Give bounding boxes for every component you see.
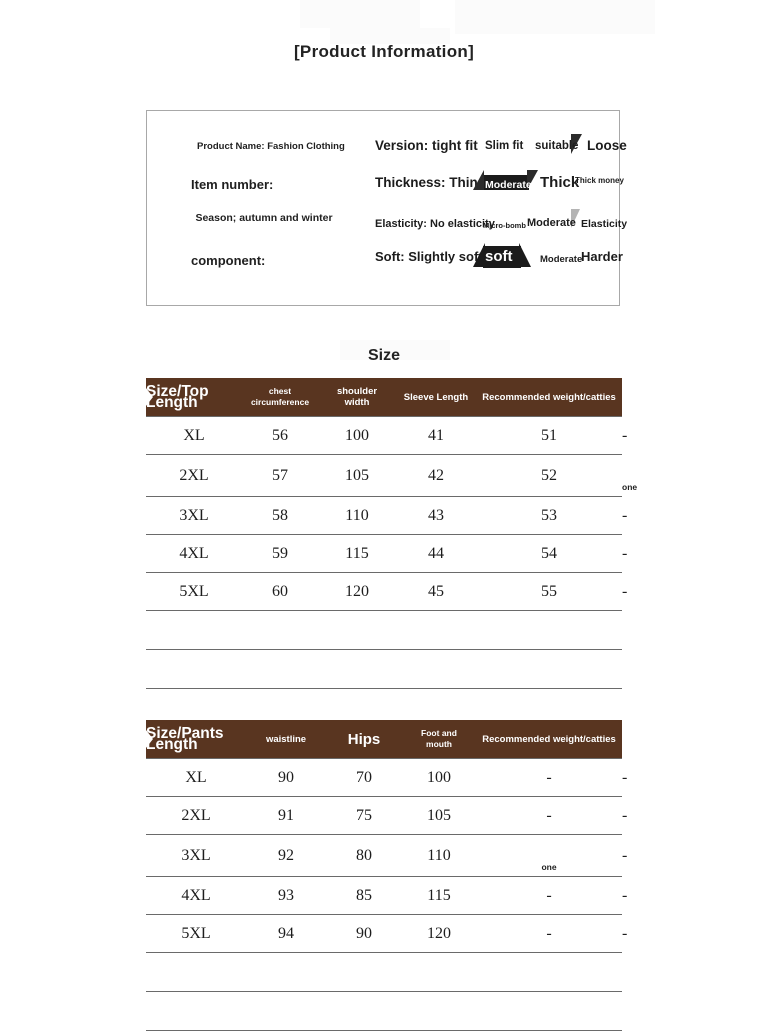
product-name-label: Product Name: Fashion Clothing xyxy=(197,141,345,152)
table-row: XL 56 100 41 51 - xyxy=(146,417,622,455)
component-label: component: xyxy=(191,253,266,268)
cell-waistline: 90 xyxy=(326,915,402,953)
page-title: [Product Information] xyxy=(293,42,475,61)
elasticity-option-moderate[interactable]: Moderate xyxy=(527,217,576,229)
attribute-row-elasticity xyxy=(375,210,628,244)
table-row: 4XL 59 115 44 54 - xyxy=(146,535,622,573)
cell-size: XL xyxy=(146,417,242,455)
cell-length: 92 xyxy=(246,835,326,877)
soft-marker-right-icon xyxy=(519,243,531,267)
th-foot-and-mouth xyxy=(402,720,476,759)
cell-empty xyxy=(242,611,318,650)
cell-empty xyxy=(146,650,242,689)
attribute-row-version xyxy=(375,135,627,169)
cell-length: 56 xyxy=(242,417,318,455)
cell-size: 3XL xyxy=(146,497,242,535)
elasticity-option-micro-bomb[interactable]: Micro-bomb xyxy=(483,221,526,230)
th-line: chest xyxy=(268,386,292,396)
cell-waistline: 70 xyxy=(326,759,402,797)
th-line: circumference xyxy=(250,397,310,407)
soft-option-soft[interactable]: soft xyxy=(485,248,513,265)
product-attributes-right xyxy=(375,125,628,305)
table-header-row xyxy=(146,378,622,417)
cell-chest: 105 xyxy=(318,455,396,497)
cell-empty xyxy=(402,992,476,1031)
th-line: Sleeve Length xyxy=(403,391,469,403)
table-row: 5XL 94 90 120 - - xyxy=(146,915,622,953)
soft-option-harder[interactable]: Harder xyxy=(581,249,623,264)
cell-empty xyxy=(242,650,318,689)
size-table-bottom xyxy=(146,720,628,1031)
cell-empty xyxy=(396,611,476,650)
cell-sleeve: 53 xyxy=(476,497,622,535)
th-line: waistline xyxy=(265,733,307,745)
th-size-pants-length xyxy=(146,720,246,759)
cell-waistline: 85 xyxy=(326,877,402,915)
th-line: Recommended weight/catties xyxy=(482,391,616,403)
cell-chest: 110 xyxy=(318,497,396,535)
th-line: Recommended weight/catties xyxy=(482,733,616,745)
cell-sleeve: 55 xyxy=(476,573,622,611)
cell-size: 2XL xyxy=(146,455,242,497)
cell-waistline: 75 xyxy=(326,797,402,835)
table-row: 3XL 92 80 110 one - xyxy=(146,835,622,877)
soft-option-moderate[interactable]: Moderate xyxy=(540,254,583,265)
table-row-empty xyxy=(146,611,622,650)
soft-lead-label: Soft: Slightly soft xyxy=(375,249,483,264)
cell-size: 4XL xyxy=(146,535,242,573)
cell-shoulder: 44 xyxy=(396,535,476,573)
top-artifact-right xyxy=(455,0,655,34)
cell-empty xyxy=(326,992,402,1031)
season-label: Season; autumn and winter xyxy=(195,212,333,224)
cell-size: 5XL xyxy=(146,915,246,953)
size-table-top-body xyxy=(146,417,638,689)
cell-shoulder: 45 xyxy=(396,573,476,611)
thickness-option-thick-money[interactable]: Thick money xyxy=(575,176,624,185)
size-table-top-header xyxy=(146,378,622,417)
cell-waistline: 80 xyxy=(326,835,402,877)
th-recommended-weight xyxy=(476,720,622,759)
cell-foot-mouth: - xyxy=(476,759,622,797)
cell-empty xyxy=(246,992,326,1031)
cell-size: 4XL xyxy=(146,877,246,915)
version-option-slim-fit[interactable]: Slim fit xyxy=(485,140,524,152)
table-header-row xyxy=(146,720,622,759)
table-row-empty xyxy=(146,650,622,689)
cell-size: 2XL xyxy=(146,797,246,835)
cell-length: 93 xyxy=(246,877,326,915)
cell-length: 57 xyxy=(242,455,318,497)
table-row: 2XL 57 105 42 52 one xyxy=(146,455,622,497)
cell-empty xyxy=(396,650,476,689)
cell-hips: 115 xyxy=(402,877,476,915)
cell-size: 3XL xyxy=(146,835,246,877)
table-row: 5XL 60 120 45 55 - xyxy=(146,573,622,611)
attribute-row-thickness xyxy=(375,172,624,206)
thickness-option-thick[interactable]: Thick xyxy=(540,174,580,191)
cell-foot-mouth: one xyxy=(476,835,622,877)
top-artifact-left xyxy=(300,0,420,28)
item-number-label: Item number: xyxy=(191,177,274,192)
cell-empty xyxy=(146,611,242,650)
th-line: Size/Pants Length xyxy=(146,725,224,753)
soft-marker-left-icon xyxy=(473,243,485,267)
attribute-row-soft xyxy=(375,245,623,279)
table-row: XL 90 70 100 - - xyxy=(146,759,622,797)
table-row-empty xyxy=(146,953,622,992)
elasticity-option-elasticity[interactable]: Elasticity xyxy=(581,218,628,230)
cell-empty xyxy=(146,953,246,992)
thickness-lead-label: Thickness: Thin xyxy=(375,175,478,190)
cell-empty xyxy=(326,953,402,992)
size-section-heading: Size xyxy=(367,347,400,364)
th-chest-circumference xyxy=(242,378,318,417)
th-line: Foot and xyxy=(421,728,457,738)
cell-empty xyxy=(402,953,476,992)
th-recommended-weight xyxy=(476,378,622,417)
th-waistline xyxy=(246,720,326,759)
cell-foot-mouth: - xyxy=(476,915,622,953)
th-line: Hips xyxy=(347,730,381,748)
cell-size: 5XL xyxy=(146,573,242,611)
th-sleeve-length xyxy=(396,378,476,417)
cell-empty xyxy=(476,650,622,689)
th-line: Size/Top Length xyxy=(146,383,209,411)
th-shoulder-width xyxy=(318,378,396,417)
cell-sleeve: 51 xyxy=(476,417,622,455)
cell-length: 60 xyxy=(242,573,318,611)
thickness-option-moderate[interactable]: Moderate xyxy=(485,179,532,191)
table-row: 3XL 58 110 43 53 - xyxy=(146,497,622,535)
cell-chest: 100 xyxy=(318,417,396,455)
cell-length: 59 xyxy=(242,535,318,573)
cell-empty xyxy=(318,650,396,689)
size-table-bottom-header xyxy=(146,720,622,759)
cell-hips: 105 xyxy=(402,797,476,835)
product-information-box xyxy=(146,110,628,306)
size-table-top xyxy=(146,378,638,689)
th-line: shoulder xyxy=(336,386,378,397)
table-row: 4XL 93 85 115 - - xyxy=(146,877,622,915)
cell-foot-mouth: - xyxy=(476,877,622,915)
cell-shoulder: 41 xyxy=(396,417,476,455)
cell-chest: 115 xyxy=(318,535,396,573)
th-line: mouth xyxy=(426,739,452,749)
version-lead-label: Version: tight fit xyxy=(375,138,478,153)
version-option-suitable[interactable]: suitable xyxy=(535,140,579,152)
th-size-top-length xyxy=(146,378,242,417)
cell-length: 91 xyxy=(246,797,326,835)
size-table-bottom-body xyxy=(146,759,628,1031)
thickness-marker-left-icon xyxy=(473,170,484,190)
cell-empty xyxy=(476,992,622,1031)
table-row-empty xyxy=(146,992,622,1031)
th-line: width xyxy=(344,397,370,408)
cell-size: XL xyxy=(146,759,246,797)
cell-sleeve: 54 xyxy=(476,535,622,573)
th-hips xyxy=(326,720,402,759)
cell-length: 94 xyxy=(246,915,326,953)
cell-shoulder: 42 xyxy=(396,455,476,497)
table-row: 2XL 91 75 105 - - xyxy=(146,797,622,835)
cell-length: 58 xyxy=(242,497,318,535)
cell-empty xyxy=(246,953,326,992)
cell-chest: 120 xyxy=(318,573,396,611)
cell-empty xyxy=(146,992,246,1031)
cell-empty xyxy=(318,611,396,650)
cell-sleeve: 52 xyxy=(476,455,622,497)
cell-empty xyxy=(476,953,622,992)
cell-length: 90 xyxy=(246,759,326,797)
elasticity-lead-label: Elasticity: No elasticity xyxy=(375,218,495,230)
cell-foot-mouth: - xyxy=(476,797,622,835)
cell-hips: 100 xyxy=(402,759,476,797)
cell-empty xyxy=(476,611,622,650)
version-option-loose[interactable]: Loose xyxy=(587,138,627,153)
cell-hips: 110 xyxy=(402,835,476,877)
cell-shoulder: 43 xyxy=(396,497,476,535)
cell-hips: 120 xyxy=(402,915,476,953)
